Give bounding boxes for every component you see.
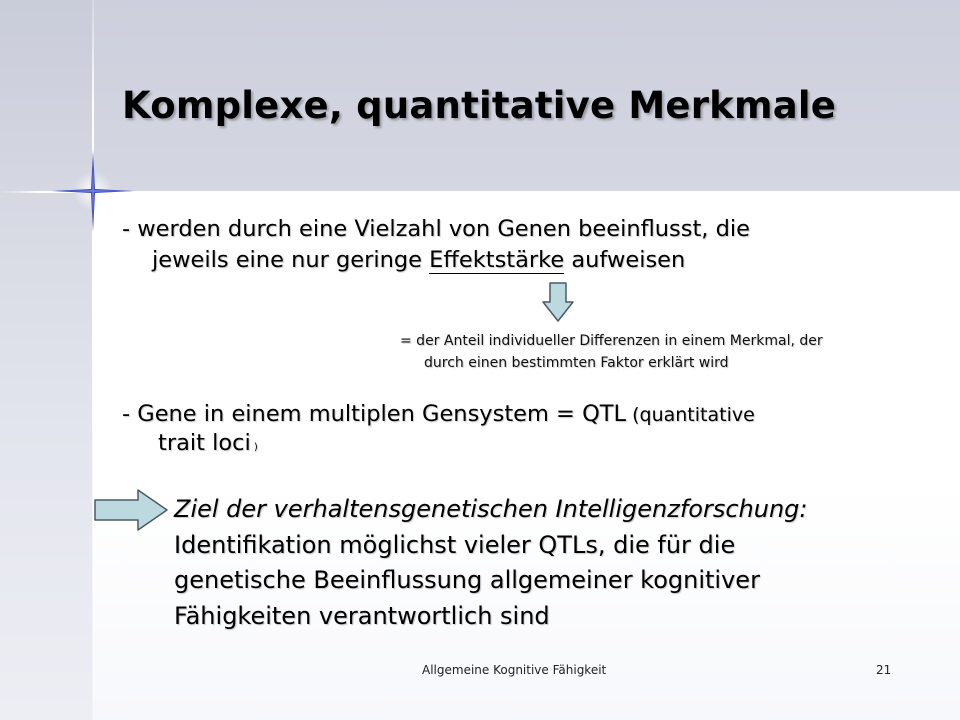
bullet-qtl-main: - Gene in einem multiplen Gensystem = QTL [122,401,627,427]
research-goal-line3: genetische Beeinflussung allgemeiner kognitiver [174,566,760,594]
research-goal [174,492,807,634]
down-arrow-icon [542,282,574,322]
bullet-qtl-trait-loci: trait loci [158,430,251,456]
page-number: 21 [876,663,892,677]
right-arrow-icon [94,489,168,531]
bullet-polygenic-line2-pre: jeweils eine nur geringe [152,247,430,273]
bullet-qtl [122,400,755,462]
background-left-band [0,0,93,720]
bullet-polygenic [122,214,750,276]
bullet-polygenic-line1: - werden durch eine Vielzahl von Genen beeinflusst, die [122,216,750,242]
bullet-qtl-close-paren: ) [250,442,258,453]
effektstaerke-term: Effektstärke [429,247,565,273]
research-goal-line4: Fähigkeiten verantwortlich sind [174,601,550,630]
horizontal-divider-line [0,191,960,193]
effektstaerke-definition [400,330,823,374]
slide-footer: Allgemeine Kognitive Fähigkeit [422,663,607,677]
bullet-polygenic-line2-post: aufweisen [564,247,686,273]
research-goal-line2: Identifikation möglichst vieler QTLs, die für die [174,530,736,559]
research-goal-heading: Ziel der verhaltensgenetischen Intelligenzforschung: [174,495,808,523]
bullet-qtl-line1 [122,400,755,429]
slide-title: Komplexe, quantitative Merkmale [122,84,837,127]
definition-line1: = der Anteil individueller Differenzen in einem Merkmal, der [400,333,823,349]
bullet-qtl-paren: (quantitative [626,404,755,426]
definition-line2: durch einen bestimmten Faktor erklärt wird [424,355,729,371]
bullet-polygenic-line2 [122,245,750,276]
bullet-qtl-line2 [122,429,755,462]
vertical-divider-line [92,0,94,720]
